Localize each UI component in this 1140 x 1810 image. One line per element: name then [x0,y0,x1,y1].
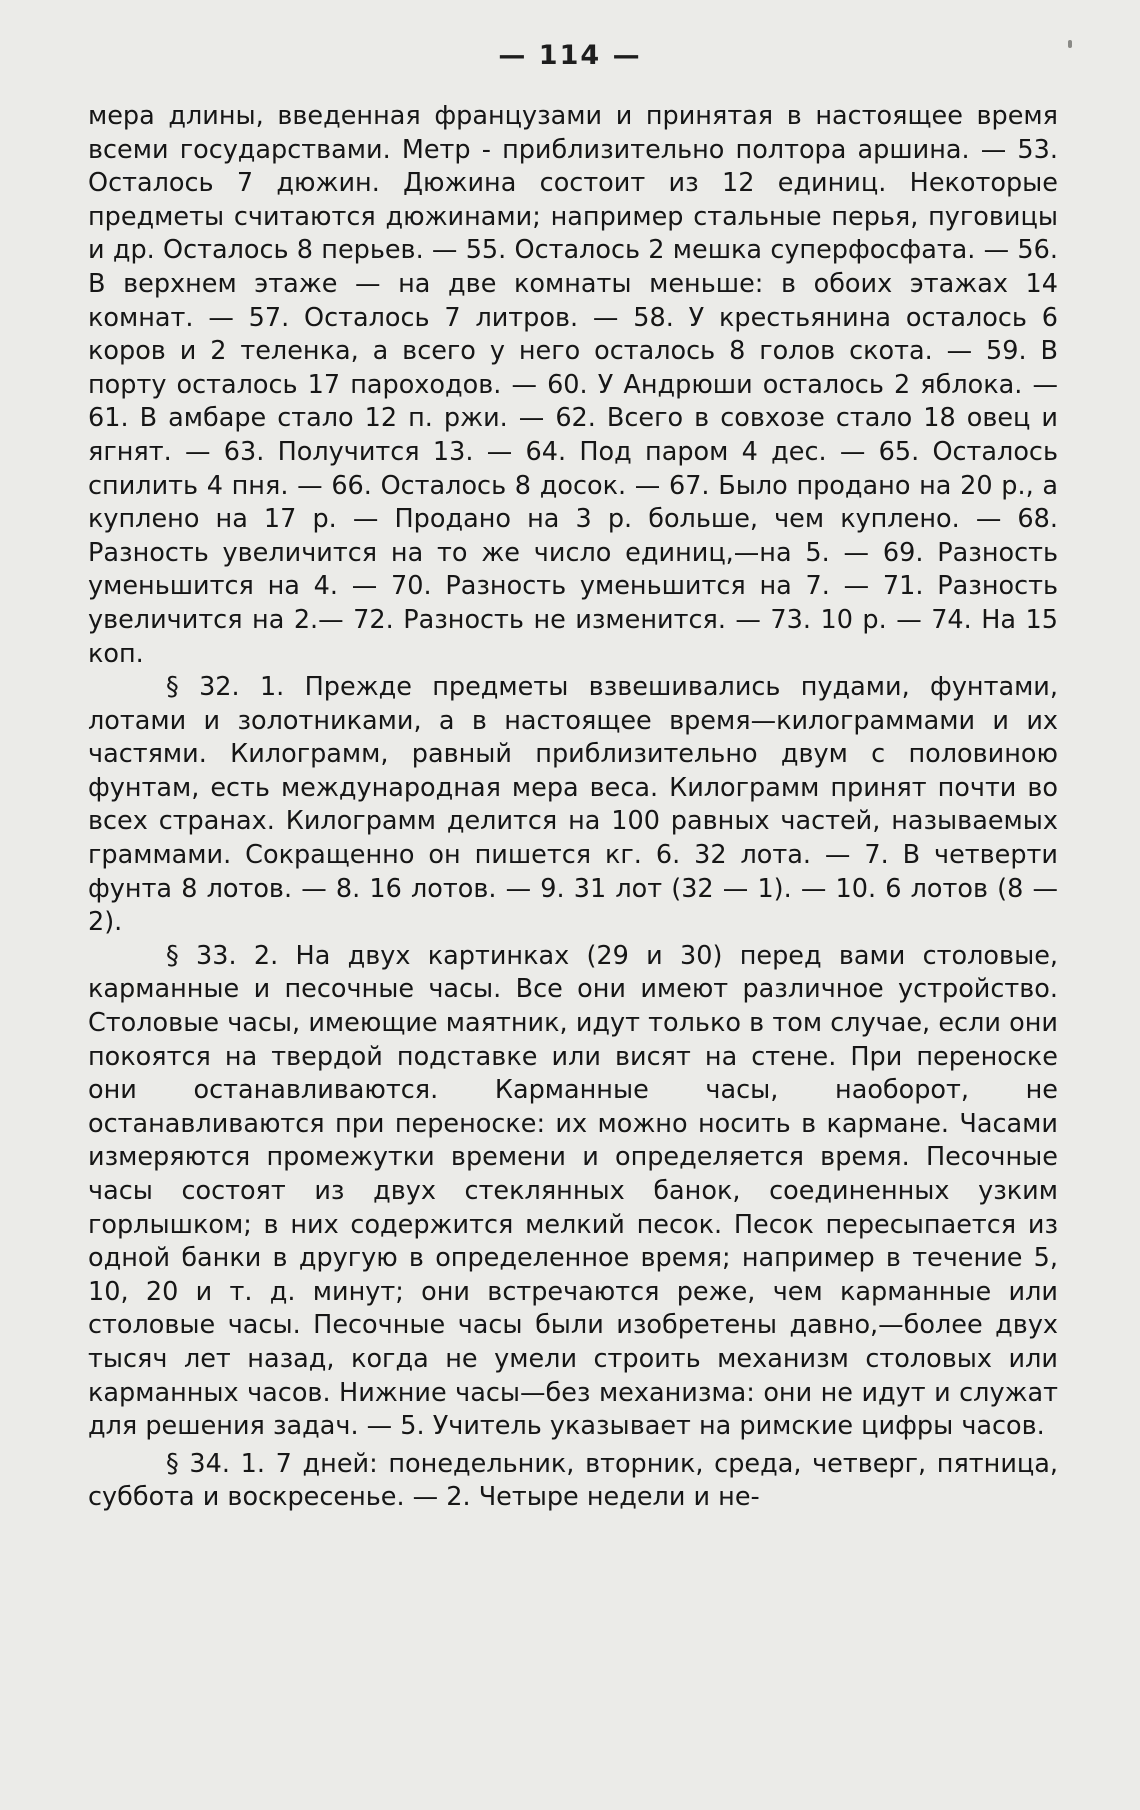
paragraph-answers-53-74: мера длины, введенная французами и принятая в настоящее время всеми государствами. Метр - приблизительно полтора аршина. — 53. Осталось 7 дюжин. Дюжина состоит из 12 единиц. Некоторые предметы считаются дюжинами; например стальные перья, пуговицы и др. Осталось 8 перьев. — 55. Осталось 2 мешка суперфосфата. — 56. В верхнем этаже — на две комнаты меньше: в обоих этажах 14 комнат. — 57. Осталось 7 литров. — 58. У крестьянина осталось 6 коров и 2 теленка, а всего у него осталось 8 голов скота. — 59. В порту осталось 17 пароходов. — 60. У Андрюши осталось 2 яблока. — 61. В амбаре стало 12 п. ржи. — 62. Всего в совхозе стало 18 овец и ягнят. — 63. Получится 13. — 64. Под паром 4 дес. — 65. Осталось спилить 4 пня. — 66. Осталось 8 досок. — 67. Было продано на 20 р., а куплено на 17 р. — Продано на 3 р. больше, чем куплено. — 68. Разность увеличится на то же число единиц,—на 5. — 69. Разность уменьшится на 4. — 70. Разность уменьшится на 7. — 71. Разность увеличится на 2.— 72. Разность не изменится. — 73. 10 р. — 74. На 15 коп. [88,101,1058,669]
page-text [88,100,1058,1515]
paragraph-section-34: § 34. 1. 7 дней: понедельник, вторник, среда, четверг, пятница, суббота и воскресенье. — 2. Четыре недели и не- [88,1448,1058,1513]
paragraph-section-32: § 32. 1. Прежде предметы взвешивались пудами, фунтами, лотами и золотниками, а в настоящее время—килограммами и их частями. Килограмм, равный приблизительно двум с половиною фунтам, есть международная мера веса. Килограмм принят почти во всех странах. Килограмм делится на 100 равных частей, называемых граммами. Сокращенно он пишется кг. 6. 32 лота. — 7. В четверти фунта 8 лотов. — 8. 16 лотов. — 9. 31 лот (32 — 1). — 10. 6 лотов (8 — 2). [88,672,1058,938]
paragraph-section-33: § 33. 2. На двух картинках (29 и 30) перед вами столовые, карманные и песочные часы. Все они имеют различное устройство. Столовые часы, имеющие маятник, идут только в том случае, если они покоятся на твердой подставке или висят на стене. При переноске они останавливаются. Карманные часы, наоборот, не останавливаются при переноске: их можно носить в кармане. Часами измеряются промежутки времени и определяется время. Песочные часы состоят из двух стеклянных банок, соединенных узким горлышком; в них содержится мелкий песок. Песок пересыпается из одной банки в другую в определенное время; например в течение 5, 10, 20 и т. д. минут; они встречаются реже, чем карманные или столовые часы. Песочные часы были изобретены давно,—более двух тысяч лет назад, когда не умели строить механизм столовых или карманных часов. Нижние часы—без механизма: они не идут и служат для решения задач. — 5. Учитель указывает на римские цифры часов. [88,940,1058,1442]
paper-speck [1068,40,1072,48]
page-number: — 114 — [498,40,642,71]
